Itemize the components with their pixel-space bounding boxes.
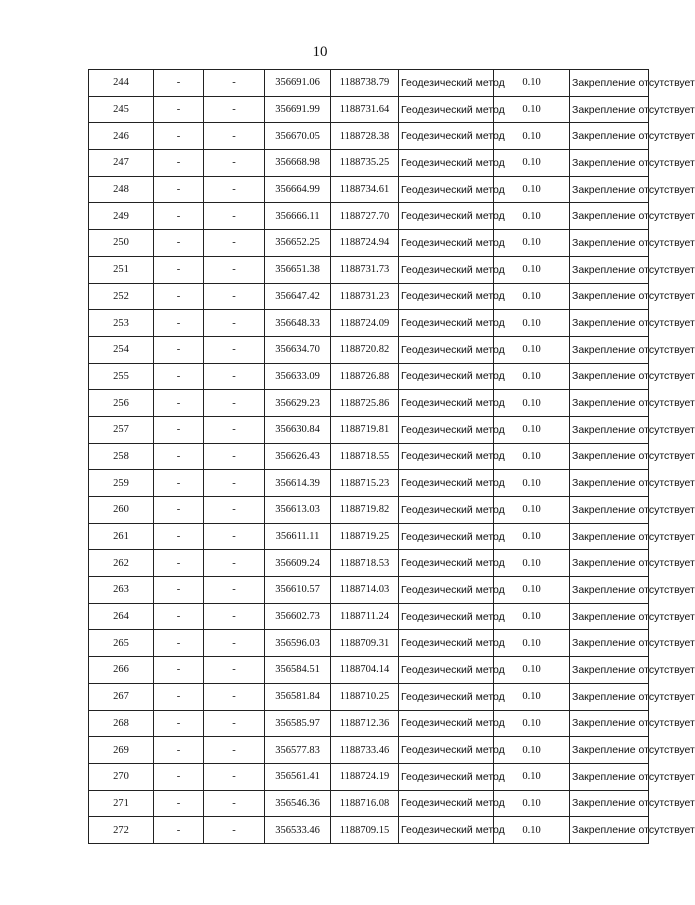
table-row (89, 763, 649, 790)
table-row (89, 443, 649, 470)
method-cell: Геодезический метод (399, 283, 494, 310)
y-coordinate-cell: 1188738.79 (331, 70, 399, 97)
point-number-cell: 246 (89, 123, 154, 150)
dash-cell: - (154, 283, 204, 310)
accuracy-cell: 0.10 (494, 123, 570, 150)
y-coordinate-cell: 1188704.14 (331, 657, 399, 684)
x-coordinate-cell: 356633.09 (265, 363, 331, 390)
table-row (89, 497, 649, 524)
table-row (89, 390, 649, 417)
table-row (89, 603, 649, 630)
method-cell: Геодезический метод (399, 443, 494, 470)
dash-cell: - (154, 523, 204, 550)
accuracy-cell: 0.10 (494, 737, 570, 764)
point-number-cell: 268 (89, 710, 154, 737)
table-row (89, 523, 649, 550)
x-coordinate-cell: 356634.70 (265, 336, 331, 363)
fixation-cell: Закрепление отсутствует (570, 336, 649, 363)
table-row (89, 416, 649, 443)
dash-cell: - (204, 203, 265, 230)
table-row (89, 710, 649, 737)
x-coordinate-cell: 356614.39 (265, 470, 331, 497)
dash-cell: - (204, 256, 265, 283)
method-cell: Геодезический метод (399, 390, 494, 417)
method-cell: Геодезический метод (399, 150, 494, 177)
y-coordinate-cell: 1188710.25 (331, 683, 399, 710)
dash-cell: - (154, 443, 204, 470)
accuracy-cell: 0.10 (494, 763, 570, 790)
x-coordinate-cell: 356561.41 (265, 763, 331, 790)
fixation-cell: Закрепление отсутствует (570, 550, 649, 577)
accuracy-cell: 0.10 (494, 70, 570, 97)
point-number-cell: 249 (89, 203, 154, 230)
y-coordinate-cell: 1188734.61 (331, 176, 399, 203)
y-coordinate-cell: 1188712.36 (331, 710, 399, 737)
method-cell: Геодезический метод (399, 630, 494, 657)
x-coordinate-cell: 356602.73 (265, 603, 331, 630)
y-coordinate-cell: 1188731.64 (331, 96, 399, 123)
accuracy-cell: 0.10 (494, 577, 570, 604)
dash-cell: - (204, 336, 265, 363)
table-row (89, 230, 649, 257)
accuracy-cell: 0.10 (494, 817, 570, 844)
table-row (89, 550, 649, 577)
dash-cell: - (154, 737, 204, 764)
table-row (89, 683, 649, 710)
x-coordinate-cell: 356664.99 (265, 176, 331, 203)
dash-cell: - (204, 790, 265, 817)
point-number-cell: 257 (89, 416, 154, 443)
point-number-cell: 264 (89, 603, 154, 630)
table-row (89, 630, 649, 657)
dash-cell: - (154, 710, 204, 737)
method-cell: Геодезический метод (399, 336, 494, 363)
dash-cell: - (204, 390, 265, 417)
accuracy-cell: 0.10 (494, 443, 570, 470)
accuracy-cell: 0.10 (494, 657, 570, 684)
dash-cell: - (154, 230, 204, 257)
method-cell: Геодезический метод (399, 363, 494, 390)
method-cell: Геодезический метод (399, 657, 494, 684)
y-coordinate-cell: 1188718.55 (331, 443, 399, 470)
x-coordinate-cell: 356652.25 (265, 230, 331, 257)
y-coordinate-cell: 1188714.03 (331, 577, 399, 604)
point-number-cell: 262 (89, 550, 154, 577)
table-row (89, 283, 649, 310)
dash-cell: - (154, 123, 204, 150)
point-number-cell: 263 (89, 577, 154, 604)
dash-cell: - (204, 763, 265, 790)
accuracy-cell: 0.10 (494, 683, 570, 710)
dash-cell: - (204, 123, 265, 150)
page-number: 10 (312, 44, 328, 60)
point-number-cell: 244 (89, 70, 154, 97)
y-coordinate-cell: 1188724.19 (331, 763, 399, 790)
dash-cell: - (154, 256, 204, 283)
y-coordinate-cell: 1188716.08 (331, 790, 399, 817)
method-cell: Геодезический метод (399, 470, 494, 497)
table-row (89, 817, 649, 844)
method-cell: Геодезический метод (399, 176, 494, 203)
point-number-cell: 266 (89, 657, 154, 684)
y-coordinate-cell: 1188720.82 (331, 336, 399, 363)
accuracy-cell: 0.10 (494, 283, 570, 310)
table-row (89, 737, 649, 764)
point-number-cell: 260 (89, 497, 154, 524)
x-coordinate-cell: 356668.98 (265, 150, 331, 177)
method-cell: Геодезический метод (399, 230, 494, 257)
fixation-cell: Закрепление отсутствует (570, 363, 649, 390)
x-coordinate-cell: 356610.57 (265, 577, 331, 604)
dash-cell: - (204, 817, 265, 844)
table-row (89, 657, 649, 684)
x-coordinate-cell: 356670.05 (265, 123, 331, 150)
accuracy-cell: 0.10 (494, 150, 570, 177)
fixation-cell: Закрепление отсутствует (570, 603, 649, 630)
fixation-cell: Закрепление отсутствует (570, 470, 649, 497)
dash-cell: - (204, 70, 265, 97)
table-row (89, 70, 649, 97)
y-coordinate-cell: 1188727.70 (331, 203, 399, 230)
fixation-cell: Закрепление отсутствует (570, 390, 649, 417)
y-coordinate-cell: 1188725.86 (331, 390, 399, 417)
method-cell: Геодезический метод (399, 683, 494, 710)
dash-cell: - (204, 96, 265, 123)
method-cell: Геодезический метод (399, 710, 494, 737)
y-coordinate-cell: 1188719.25 (331, 523, 399, 550)
method-cell: Геодезический метод (399, 70, 494, 97)
method-cell: Геодезический метод (399, 96, 494, 123)
dash-cell: - (154, 203, 204, 230)
method-cell: Геодезический метод (399, 577, 494, 604)
point-number-cell: 254 (89, 336, 154, 363)
point-number-cell: 270 (89, 763, 154, 790)
x-coordinate-cell: 356533.46 (265, 817, 331, 844)
accuracy-cell: 0.10 (494, 550, 570, 577)
method-cell: Геодезический метод (399, 763, 494, 790)
dash-cell: - (154, 550, 204, 577)
fixation-cell: Закрепление отсутствует (570, 230, 649, 257)
table-row (89, 203, 649, 230)
method-cell: Геодезический метод (399, 603, 494, 630)
y-coordinate-cell: 1188724.09 (331, 310, 399, 337)
fixation-cell: Закрепление отсутствует (570, 416, 649, 443)
accuracy-cell: 0.10 (494, 390, 570, 417)
dash-cell: - (204, 416, 265, 443)
dash-cell: - (204, 363, 265, 390)
method-cell: Геодезический метод (399, 123, 494, 150)
dash-cell: - (154, 683, 204, 710)
accuracy-cell: 0.10 (494, 363, 570, 390)
dash-cell: - (154, 577, 204, 604)
x-coordinate-cell: 356581.84 (265, 683, 331, 710)
dash-cell: - (204, 523, 265, 550)
dash-cell: - (204, 657, 265, 684)
dash-cell: - (204, 470, 265, 497)
dash-cell: - (154, 416, 204, 443)
dash-cell: - (204, 550, 265, 577)
fixation-cell: Закрепление отсутствует (570, 70, 649, 97)
fixation-cell: Закрепление отсутствует (570, 630, 649, 657)
dash-cell: - (154, 96, 204, 123)
dash-cell: - (204, 176, 265, 203)
dash-cell: - (154, 363, 204, 390)
accuracy-cell: 0.10 (494, 497, 570, 524)
dash-cell: - (154, 336, 204, 363)
dash-cell: - (154, 470, 204, 497)
dash-cell: - (154, 603, 204, 630)
dash-cell: - (154, 390, 204, 417)
dash-cell: - (204, 630, 265, 657)
method-cell: Геодезический метод (399, 497, 494, 524)
fixation-cell: Закрепление отсутствует (570, 283, 649, 310)
fixation-cell: Закрепление отсутствует (570, 176, 649, 203)
accuracy-cell: 0.10 (494, 790, 570, 817)
x-coordinate-cell: 356648.33 (265, 310, 331, 337)
dash-cell: - (154, 763, 204, 790)
y-coordinate-cell: 1188719.81 (331, 416, 399, 443)
y-coordinate-cell: 1188709.31 (331, 630, 399, 657)
dash-cell: - (154, 817, 204, 844)
point-number-cell: 250 (89, 230, 154, 257)
dash-cell: - (154, 70, 204, 97)
dash-cell: - (204, 710, 265, 737)
y-coordinate-cell: 1188718.53 (331, 550, 399, 577)
table-row (89, 256, 649, 283)
dash-cell: - (154, 657, 204, 684)
method-cell: Геодезический метод (399, 256, 494, 283)
method-cell: Геодезический метод (399, 790, 494, 817)
accuracy-cell: 0.10 (494, 710, 570, 737)
dash-cell: - (204, 230, 265, 257)
table-row (89, 790, 649, 817)
point-number-cell: 252 (89, 283, 154, 310)
point-number-cell: 256 (89, 390, 154, 417)
y-coordinate-cell: 1188728.38 (331, 123, 399, 150)
dash-cell: - (204, 577, 265, 604)
point-number-cell: 261 (89, 523, 154, 550)
x-coordinate-cell: 356691.06 (265, 70, 331, 97)
point-number-cell: 265 (89, 630, 154, 657)
dash-cell: - (204, 443, 265, 470)
coordinates-table-body (89, 70, 695, 844)
x-coordinate-cell: 356651.38 (265, 256, 331, 283)
dash-cell: - (204, 683, 265, 710)
accuracy-cell: 0.10 (494, 256, 570, 283)
dash-cell: - (154, 176, 204, 203)
point-number-cell: 248 (89, 176, 154, 203)
dash-cell: - (204, 737, 265, 764)
accuracy-cell: 0.10 (494, 310, 570, 337)
accuracy-cell: 0.10 (494, 230, 570, 257)
table-row (89, 123, 649, 150)
point-number-cell: 267 (89, 683, 154, 710)
accuracy-cell: 0.10 (494, 336, 570, 363)
dash-cell: - (204, 283, 265, 310)
accuracy-cell: 0.10 (494, 203, 570, 230)
fixation-cell: Закрепление отсутствует (570, 817, 649, 844)
x-coordinate-cell: 356630.84 (265, 416, 331, 443)
y-coordinate-cell: 1188726.88 (331, 363, 399, 390)
x-coordinate-cell: 356626.43 (265, 443, 331, 470)
y-coordinate-cell: 1188724.94 (331, 230, 399, 257)
accuracy-cell: 0.10 (494, 176, 570, 203)
x-coordinate-cell: 356596.03 (265, 630, 331, 657)
dash-cell: - (154, 310, 204, 337)
y-coordinate-cell: 1188709.15 (331, 817, 399, 844)
y-coordinate-cell: 1188735.25 (331, 150, 399, 177)
y-coordinate-cell: 1188711.24 (331, 603, 399, 630)
fixation-cell: Закрепление отсутствует (570, 256, 649, 283)
dash-cell: - (154, 790, 204, 817)
x-coordinate-cell: 356647.42 (265, 283, 331, 310)
point-number-cell: 251 (89, 256, 154, 283)
table-row (89, 577, 649, 604)
method-cell: Геодезический метод (399, 817, 494, 844)
y-coordinate-cell: 1188733.46 (331, 737, 399, 764)
y-coordinate-cell: 1188715.23 (331, 470, 399, 497)
dash-cell: - (154, 497, 204, 524)
x-coordinate-cell: 356577.83 (265, 737, 331, 764)
accuracy-cell: 0.10 (494, 603, 570, 630)
x-coordinate-cell: 356585.97 (265, 710, 331, 737)
dash-cell: - (204, 497, 265, 524)
accuracy-cell: 0.10 (494, 523, 570, 550)
fixation-cell: Закрепление отсутствует (570, 577, 649, 604)
accuracy-cell: 0.10 (494, 96, 570, 123)
x-coordinate-cell: 356546.36 (265, 790, 331, 817)
x-coordinate-cell: 356629.23 (265, 390, 331, 417)
method-cell: Геодезический метод (399, 523, 494, 550)
method-cell: Геодезический метод (399, 416, 494, 443)
point-number-cell: 245 (89, 96, 154, 123)
fixation-cell: Закрепление отсутствует (570, 203, 649, 230)
table-row (89, 150, 649, 177)
point-number-cell: 255 (89, 363, 154, 390)
fixation-cell: Закрепление отсутствует (570, 123, 649, 150)
fixation-cell: Закрепление отсутствует (570, 443, 649, 470)
method-cell: Геодезический метод (399, 310, 494, 337)
fixation-cell: Закрепление отсутствует (570, 710, 649, 737)
point-number-cell: 272 (89, 817, 154, 844)
accuracy-cell: 0.10 (494, 630, 570, 657)
point-number-cell: 269 (89, 737, 154, 764)
fixation-cell: Закрепление отсутствует (570, 737, 649, 764)
x-coordinate-cell: 356691.99 (265, 96, 331, 123)
point-number-cell: 271 (89, 790, 154, 817)
dash-cell: - (204, 310, 265, 337)
fixation-cell: Закрепление отсутствует (570, 96, 649, 123)
dash-cell: - (204, 603, 265, 630)
accuracy-cell: 0.10 (494, 470, 570, 497)
table-row (89, 336, 649, 363)
table-row (89, 176, 649, 203)
accuracy-cell: 0.10 (494, 416, 570, 443)
dash-cell: - (154, 150, 204, 177)
table-row (89, 310, 649, 337)
x-coordinate-cell: 356611.11 (265, 523, 331, 550)
point-number-cell: 253 (89, 310, 154, 337)
y-coordinate-cell: 1188731.73 (331, 256, 399, 283)
method-cell: Геодезический метод (399, 203, 494, 230)
fixation-cell: Закрепление отсутствует (570, 790, 649, 817)
fixation-cell: Закрепление отсутствует (570, 683, 649, 710)
dash-cell: - (154, 630, 204, 657)
table-row (89, 96, 649, 123)
fixation-cell: Закрепление отсутствует (570, 763, 649, 790)
point-number-cell: 259 (89, 470, 154, 497)
point-number-cell: 247 (89, 150, 154, 177)
coordinates-table (88, 69, 695, 844)
point-number-cell: 258 (89, 443, 154, 470)
method-cell: Геодезический метод (399, 737, 494, 764)
method-cell: Геодезический метод (399, 550, 494, 577)
table-row (89, 363, 649, 390)
table-row (89, 470, 649, 497)
y-coordinate-cell: 1188719.82 (331, 497, 399, 524)
fixation-cell: Закрепление отсутствует (570, 497, 649, 524)
fixation-cell: Закрепление отсутствует (570, 523, 649, 550)
y-coordinate-cell: 1188731.23 (331, 283, 399, 310)
fixation-cell: Закрепление отсутствует (570, 657, 649, 684)
x-coordinate-cell: 356666.11 (265, 203, 331, 230)
dash-cell: - (204, 150, 265, 177)
x-coordinate-cell: 356584.51 (265, 657, 331, 684)
x-coordinate-cell: 356613.03 (265, 497, 331, 524)
fixation-cell: Закрепление отсутствует (570, 150, 649, 177)
fixation-cell: Закрепление отсутствует (570, 310, 649, 337)
x-coordinate-cell: 356609.24 (265, 550, 331, 577)
